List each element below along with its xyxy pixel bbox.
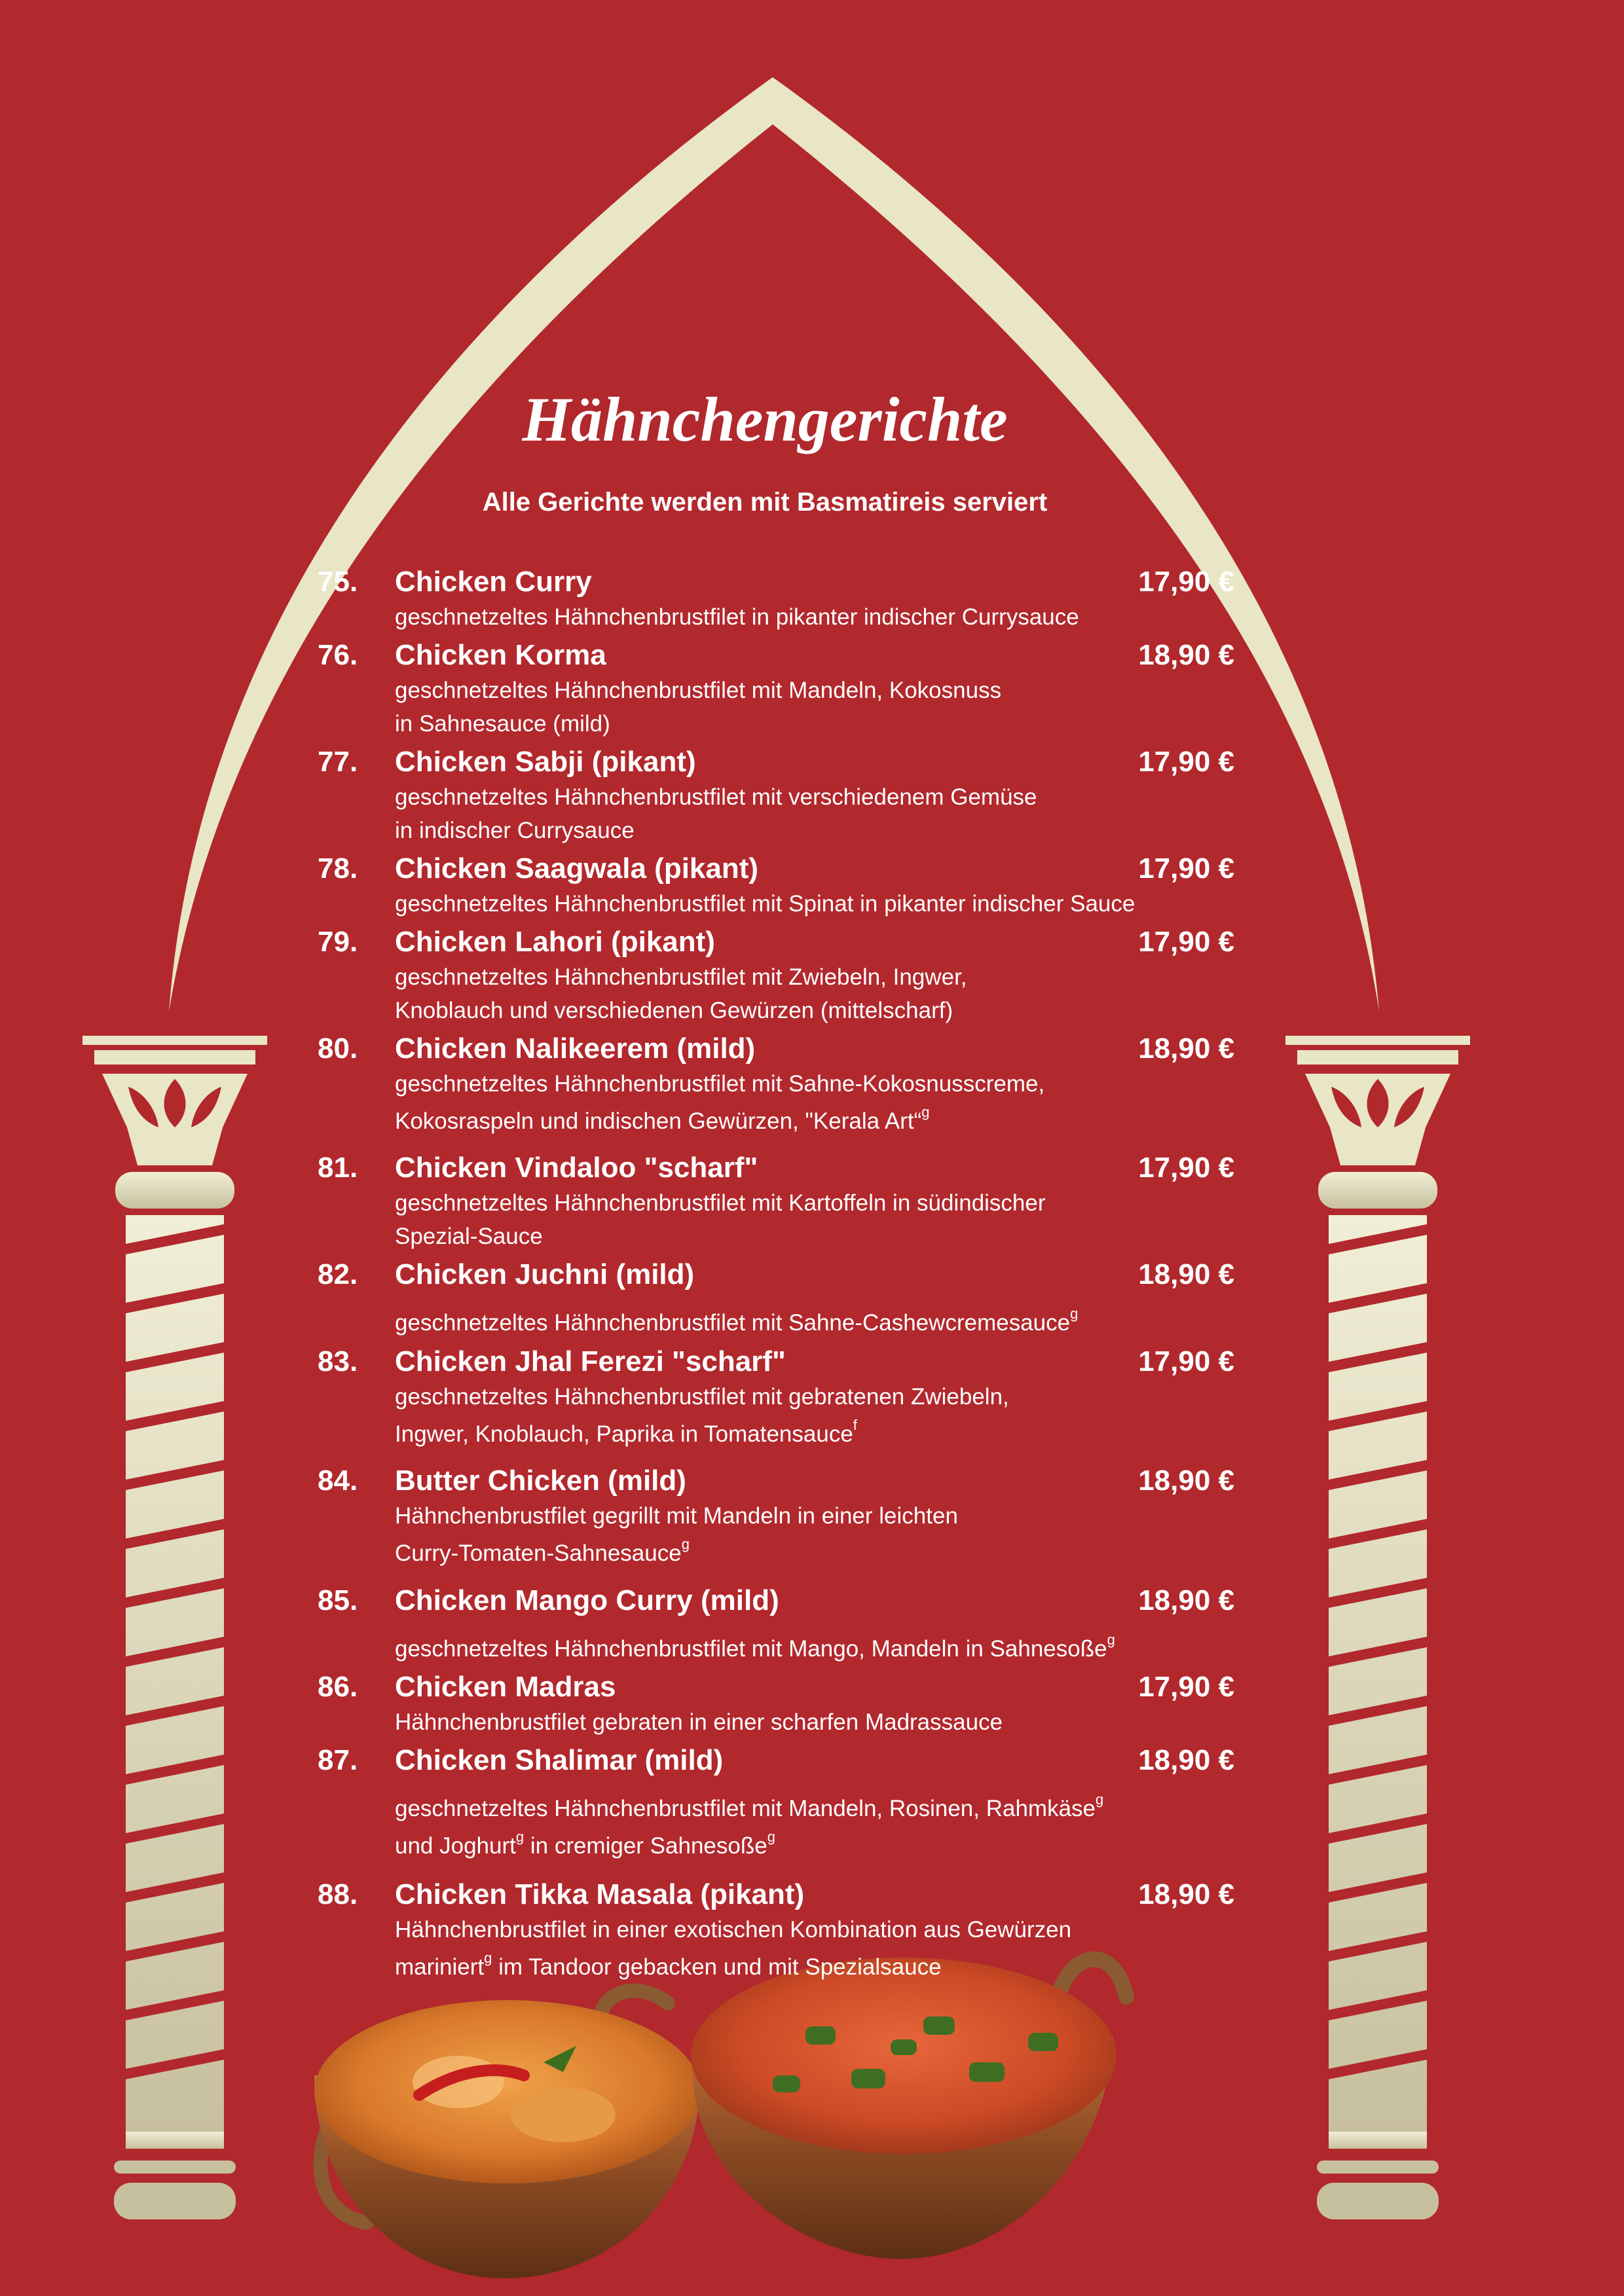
description-line: Hähnchenbrustfilet gegrillt mit Mandeln in einer leichten <box>395 1503 958 1529</box>
item-number: 81. <box>318 1152 358 1184</box>
item-price: 17,90 € <box>1138 1152 1234 1184</box>
item-name: Chicken Nalikeerem (mild) <box>395 1032 756 1065</box>
item-description <box>395 1380 1246 1451</box>
item-number: 88. <box>318 1878 358 1910</box>
description-line: geschnetzeltes Hähnchenbrustfilet mit Zwiebeln, Ingwer, <box>395 964 967 990</box>
item-price: 18,90 € <box>1138 1878 1234 1910</box>
description-line: Hähnchenbrustfilet in einer exotischen Kombination aus Gewürzen <box>395 1917 1072 1942</box>
item-number: 85. <box>318 1584 358 1616</box>
item-description <box>395 1186 1246 1253</box>
item-number: 75. <box>318 566 358 598</box>
item-number: 80. <box>318 1032 358 1065</box>
item-price: 17,90 € <box>1138 746 1234 778</box>
item-price: 18,90 € <box>1138 1584 1234 1616</box>
description-line: geschnetzeltes Hähnchenbrustfilet mit Sahne-Cashewcremesauce$^g$ <box>395 1305 1079 1336</box>
description-line: geschnetzeltes Hähnchenbrustfilet mit Mandeln, Kokosnuss <box>395 678 1002 703</box>
item-description <box>395 1913 1246 1984</box>
description-line: in Sahnesauce (mild) <box>395 711 610 737</box>
item-name: Chicken Jhal Ferezi "scharf" <box>395 1345 786 1377</box>
allergen-mark: g <box>1096 1791 1104 1808</box>
description-line: geschnetzeltes Hähnchenbrustfilet mit Mandeln, Rosinen, Rahmkäse$^g$ <box>395 1791 1104 1821</box>
item-number: 87. <box>318 1744 358 1776</box>
allergen-mark: g <box>484 1950 492 1966</box>
description-line: Curry-Tomaten-Sahnesauce$^g$ <box>395 1536 690 1566</box>
item-name: Chicken Mango Curry (mild) <box>395 1584 779 1616</box>
left-pillar <box>83 1036 267 2219</box>
item-description <box>395 960 1246 1027</box>
item-price: 18,90 € <box>1138 639 1234 671</box>
description-line: Kokosraspeln und indischen Gewürzen, "Kerala Art“$^g$ <box>395 1104 930 1134</box>
description-line: mariniert$^g$ im Tandoor gebacken und mit Spezialsauce <box>395 1950 942 1980</box>
item-price: 17,90 € <box>1138 566 1234 598</box>
description-line: geschnetzeltes Hähnchenbrustfilet mit Spinat in pikanter indischer Sauce <box>395 891 1135 917</box>
description-line: Hähnchenbrustfilet gebraten in einer scharfen Madrassauce <box>395 1709 1003 1735</box>
item-price: 18,90 € <box>1138 1258 1234 1290</box>
item-description <box>395 1705 1246 1739</box>
item-number: 78. <box>318 852 358 884</box>
item-number: 84. <box>318 1465 358 1497</box>
item-number: 86. <box>318 1671 358 1703</box>
allergen-mark: g <box>681 1536 690 1552</box>
menu-title: Hähnchengerichte <box>522 384 1008 454</box>
description-line: geschnetzeltes Hähnchenbrustfilet mit Sahne-Kokosnusscreme, <box>395 1071 1045 1097</box>
description-line: in indischer Currysauce <box>395 818 635 843</box>
item-number: 83. <box>318 1345 358 1377</box>
item-name: Chicken Madras <box>395 1671 616 1703</box>
item-number: 82. <box>318 1258 358 1290</box>
item-price: 18,90 € <box>1138 1465 1234 1497</box>
allergen-mark: f <box>853 1417 857 1433</box>
description-line: geschnetzeltes Hähnchenbrustfilet mit Kartoffeln in südindischer <box>395 1190 1046 1216</box>
description-line: Spezial-Sauce <box>395 1224 543 1249</box>
item-name: Chicken Tikka Masala (pikant) <box>395 1878 805 1910</box>
item-price: 18,90 € <box>1138 1744 1234 1776</box>
item-description <box>395 1499 1246 1570</box>
item-description <box>395 1067 1246 1138</box>
item-price: 17,90 € <box>1138 1345 1234 1377</box>
item-name: Chicken Korma <box>395 639 606 671</box>
item-description <box>395 887 1246 920</box>
description-line: Knoblauch und verschiedenen Gewürzen (mittelscharf) <box>395 998 953 1023</box>
description-line: geschnetzeltes Hähnchenbrustfilet in pikanter indischer Currysauce <box>395 604 1079 630</box>
item-description <box>395 600 1246 634</box>
description-line: geschnetzeltes Hähnchenbrustfilet mit gebratenen Zwiebeln, <box>395 1384 1009 1410</box>
right-pillar <box>1285 1036 1470 2219</box>
description-line: und Joghurt$^g$ in cremiger Sahnesoße$^g$ <box>395 1829 775 1859</box>
item-name: Chicken Curry <box>395 566 592 598</box>
item-description <box>395 780 1246 847</box>
curry-dish-left <box>314 1991 701 2278</box>
item-description <box>395 1306 1246 1339</box>
item-number: 79. <box>318 926 358 958</box>
allergen-mark: g <box>515 1829 525 1845</box>
item-name: Chicken Saagwala (pikant) <box>395 852 759 884</box>
curry-dish-right <box>691 1958 1126 2259</box>
item-price: 17,90 € <box>1138 852 1234 884</box>
item-name: Chicken Juchni (mild) <box>395 1258 695 1290</box>
item-name: Chicken Lahori (pikant) <box>395 926 715 958</box>
item-number: 77. <box>318 746 358 778</box>
allergen-mark: g <box>921 1104 930 1120</box>
item-description <box>395 1632 1246 1666</box>
item-price: 18,90 € <box>1138 1032 1234 1065</box>
item-number: 76. <box>318 639 358 671</box>
item-name: Chicken Vindaloo "scharf" <box>395 1152 758 1184</box>
menu-subtitle: Alle Gerichte werden mit Basmatireis serviert <box>482 488 1048 517</box>
description-line: Ingwer, Knoblauch, Paprika in Tomatensauce$^f$ <box>395 1417 857 1447</box>
description-line: geschnetzeltes Hähnchenbrustfilet mit Mango, Mandeln in Sahnesoße$^g$ <box>395 1631 1115 1662</box>
allergen-mark: g <box>767 1829 775 1845</box>
description-line: geschnetzeltes Hähnchenbrustfilet mit verschiedenem Gemüse <box>395 784 1037 810</box>
item-name: Butter Chicken (mild) <box>395 1465 686 1497</box>
allergen-mark: g <box>1107 1631 1115 1648</box>
item-price: 17,90 € <box>1138 926 1234 958</box>
item-name: Chicken Sabji (pikant) <box>395 746 696 778</box>
item-price: 17,90 € <box>1138 1671 1234 1703</box>
item-description <box>395 1792 1246 1863</box>
allergen-mark: g <box>1070 1305 1079 1322</box>
item-name: Chicken Shalimar (mild) <box>395 1744 724 1776</box>
item-description <box>395 674 1246 740</box>
